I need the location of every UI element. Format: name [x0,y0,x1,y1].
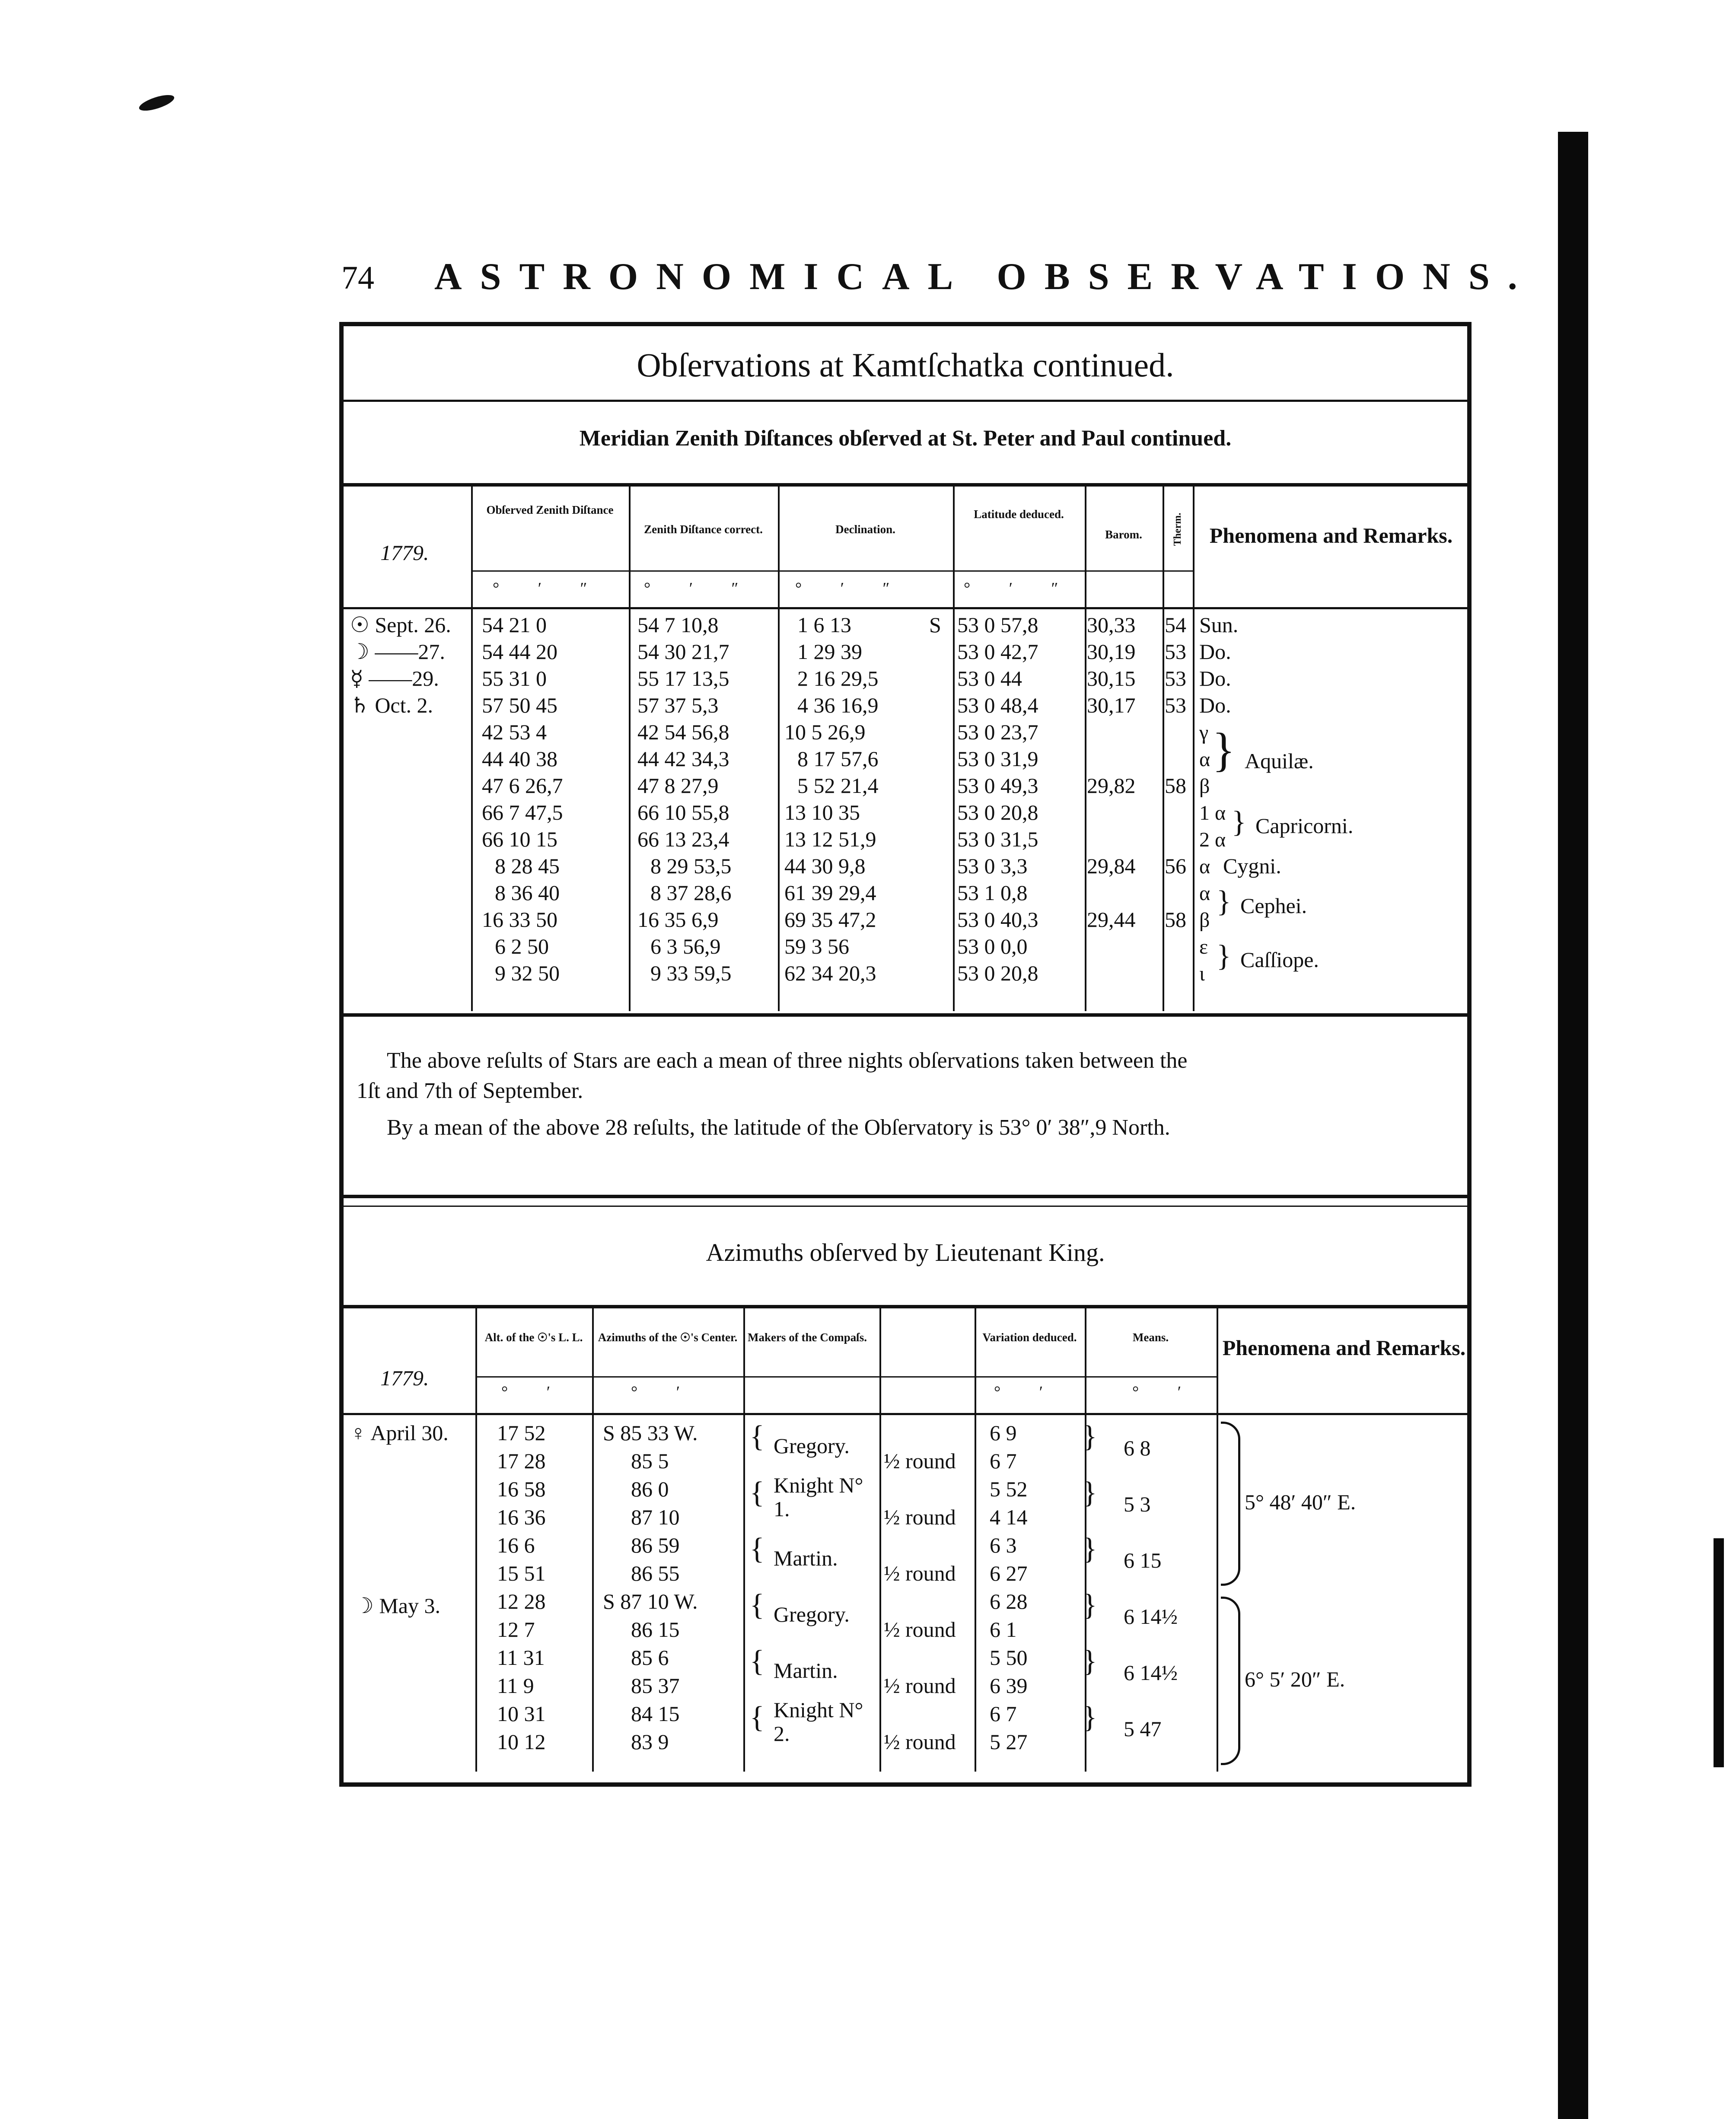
cell-correct: 9 33 59,5 [650,961,732,985]
cell-observed: 8 28 45 [495,854,560,878]
cell-correct: 8 29 53,5 [650,854,732,878]
star-name: Capricorni. [1255,814,1354,838]
brace: { [750,1476,764,1509]
rule [344,607,1467,609]
cell-latitude: 53 0 40,3 [957,907,1038,932]
header-variation: Variation deduced. [982,1331,1077,1344]
unit-correct: ° ′ ″ [644,579,756,598]
mean-value: 5 47 [1124,1717,1162,1741]
header-correct: Zenith Diſtance correct. [644,523,763,536]
round-value: ½ round [884,1617,956,1642]
cell-correct: 66 13 23,4 [637,827,729,851]
round-value: ½ round [884,1730,956,1754]
maker-name: Knight N° 2. [774,1698,863,1746]
cell-azimuth: 86 0 [631,1477,669,1501]
header-therm: Therm. [1172,512,1183,546]
table-row-date: ☽ May 3. [354,1594,440,1618]
cell-barom: 30,33 [1087,613,1136,637]
cell-declination: 4 36 16,9 [797,693,879,717]
cell-declination: 62 34 20,3 [784,961,876,985]
cell-correct: 44 42 34,3 [637,747,729,771]
result-value: 6° 5′ 20″ E. [1245,1667,1345,1691]
cell-alt: 16 6 [497,1533,535,1557]
cell-therm: 53 [1165,640,1186,664]
star-letter: ε [1199,935,1208,958]
cell-alt: 12 7 [497,1617,535,1642]
cell-latitude: 53 0 57,8 [957,613,1038,637]
cell-therm: 56 [1165,854,1186,878]
cell-latitude: 53 1 0,8 [957,881,1028,905]
brace: { [750,1420,764,1453]
cell-correct: 8 37 28,6 [650,881,732,905]
cell-azimuth: 87 10 [631,1505,680,1529]
maker-name: Gregory. [774,1602,850,1626]
star-letter: α [1199,748,1210,771]
note-line-1: The above reſults of Stars are each a mean of three nights obſervations taken between the [387,1048,1188,1073]
rule [475,1376,1217,1378]
cell-variation: 6 27 [990,1561,1028,1585]
cell-variation: 5 27 [990,1730,1028,1754]
page-header [337,255,1535,307]
cell-observed: 6 2 50 [495,934,549,958]
cell-variation: 6 3 [990,1533,1017,1557]
cell-latitude: 53 0 0,0 [957,934,1028,958]
cell-alt: 15 51 [497,1561,546,1585]
rule [344,1013,1467,1017]
brace: } [1083,1476,1097,1509]
cell-declination: 10 5 26,9 [784,720,866,744]
column-divider [1085,486,1086,1011]
cell-barom: 29,44 [1087,907,1136,932]
brace: } [1083,1532,1097,1565]
round-value: ½ round [884,1561,956,1585]
cell-azimuth: S 85 33 W. [603,1421,698,1445]
cell-declination: 8 17 57,6 [797,747,879,771]
column-divider [778,486,780,1011]
table1-title: Obſervations at Kamtſchatka continued. [637,346,1174,384]
star-letter: γ [1199,721,1209,744]
header-alt: Alt. of the ☉'s L. L. [484,1331,583,1344]
cell-variation: 6 7 [990,1702,1017,1726]
column-divider [1217,1307,1218,1772]
cell-declination: 59 3 56 [784,934,849,958]
cell-direction: S [929,613,941,637]
cell-observed: 9 32 50 [495,961,560,985]
header-remarks-2: Phenomena and Remarks. [1222,1336,1466,1360]
cell-declination: 2 16 29,5 [797,666,879,690]
header-means: Means. [1132,1331,1169,1344]
brace: } [1083,1701,1097,1734]
result-bracket [1221,1597,1240,1765]
cell-latitude: 53 0 23,7 [957,720,1038,744]
binding-shadow [1558,132,1588,2119]
result-bracket [1221,1422,1240,1586]
brace: } [1217,885,1231,918]
header-barom: Barom. [1105,528,1142,541]
cell-declination: 1 29 39 [797,640,862,664]
unit-variation: ° ′ [994,1383,1061,1401]
cell-latitude: 53 0 31,9 [957,747,1038,771]
cell-therm: 58 [1165,907,1186,932]
unit-declination: ° ′ ″ [795,579,907,598]
cell-correct: 6 3 56,9 [650,934,721,958]
cell-remark: Do. [1199,640,1231,664]
cell-correct: 54 30 21,7 [637,640,729,664]
cell-declination: 69 35 47,2 [784,907,876,932]
cell-observed: 8 36 40 [495,881,560,905]
rule [344,1413,1467,1415]
cell-observed: 44 40 38 [482,747,557,771]
cell-alt: 11 31 [497,1645,545,1670]
cell-variation: 6 39 [990,1674,1028,1698]
cell-latitude: 53 0 48,4 [957,693,1038,717]
table2-year: 1779. [380,1366,429,1390]
cell-alt: 17 28 [497,1449,546,1473]
unit-alt: ° ′ [501,1383,568,1401]
cell-latitude: 53 0 44 [957,666,1022,690]
table-row-date: ☉ Sept. 26. [350,613,451,637]
round-value: ½ round [884,1674,956,1698]
cell-remark: Sun. [1199,613,1239,637]
cell-variation: 6 7 [990,1449,1017,1473]
maker-name: Martin. [774,1658,838,1683]
cell-observed: 57 50 45 [482,693,557,717]
cell-variation: 6 1 [990,1617,1017,1642]
cell-declination: 5 52 21,4 [797,773,879,798]
cell-remark: Do. [1199,693,1231,717]
star-letter: α [1199,855,1210,878]
rule [344,400,1467,402]
unit-latitude: ° ′ ″ [964,579,1076,598]
note-line-2: 1ſt and 7th of September. [357,1079,583,1103]
cell-latitude: 53 0 49,3 [957,773,1038,798]
cell-alt: 16 58 [497,1477,546,1501]
cell-azimuth: 84 15 [631,1702,680,1726]
header-declination: Declination. [835,523,895,536]
cell-correct: 55 17 13,5 [637,666,729,690]
table-row-date: ♀ April 30. [350,1421,449,1445]
header-makers: Makers of the Compaſs. [748,1331,867,1344]
table-row-date: ☽ ——27. [350,640,445,664]
cell-barom: 29,84 [1087,854,1136,878]
round-value: ½ round [884,1449,956,1473]
cell-azimuth: 86 15 [631,1617,680,1642]
cell-observed: 16 33 50 [482,907,557,932]
cell-declination: 61 39 29,4 [784,881,876,905]
brace: } [1217,939,1231,973]
cell-correct: 42 54 56,8 [637,720,729,744]
brace: { [750,1645,764,1678]
column-divider [1193,486,1194,1011]
cell-alt: 10 31 [497,1702,546,1726]
brace: } [1232,805,1246,839]
cell-therm: 54 [1165,613,1186,637]
cell-azimuth: 85 5 [631,1449,669,1473]
cell-therm: 53 [1165,693,1186,717]
star-letter: α [1199,882,1210,905]
mean-value: 6 14½ [1124,1661,1178,1685]
table-row-date: ☿ ——29. [350,666,439,690]
cell-azimuth: 85 37 [631,1674,680,1698]
star-letter: ι [1199,962,1205,985]
brace: } [1083,1645,1097,1678]
cell-variation: 4 14 [990,1505,1028,1529]
table2-title: Azimuths obſerved by Lieutenant King. [706,1238,1105,1266]
rule [344,1305,1467,1308]
cell-azimuth: S 87 10 W. [603,1589,698,1613]
cell-azimuth: 85 6 [631,1645,669,1670]
cell-alt: 16 36 [497,1505,546,1529]
cell-correct: 47 8 27,9 [637,773,719,798]
cell-variation: 5 52 [990,1477,1028,1501]
round-value: ½ round [884,1505,956,1529]
brace: { [750,1701,764,1734]
cell-correct: 16 35 6,9 [637,907,719,932]
cell-variation: 5 50 [990,1645,1028,1670]
cell-alt: 11 9 [497,1674,534,1698]
column-divider [1163,486,1164,1011]
cell-latitude: 53 0 20,8 [957,800,1038,824]
header-remarks: Phenomena and Remarks. [1209,523,1453,547]
cell-observed: 54 21 0 [482,613,547,637]
ink-smudge [137,92,176,114]
unit-observed: ° ′ ″ [493,579,605,598]
cell-barom: 30,19 [1087,640,1136,664]
column-divider [629,486,631,1011]
rule [344,1195,1467,1198]
cell-therm: 53 [1165,666,1186,690]
column-divider [471,486,473,1011]
column-divider [953,486,955,1011]
cell-observed: 66 10 15 [482,827,557,851]
brace: } [1212,723,1235,776]
cell-barom: 29,82 [1087,773,1136,798]
star-letter: 1 α [1199,802,1226,824]
star-name: Cygni. [1223,854,1281,878]
cell-declination: 1 6 13 [797,613,851,637]
brace: { [750,1532,764,1565]
cell-azimuth: 86 55 [631,1561,680,1585]
cell-correct: 66 10 55,8 [637,800,729,824]
star-name: Aquilæ. [1245,749,1314,773]
unit-means: ° ′ [1132,1383,1199,1401]
cell-latitude: 53 0 42,7 [957,640,1038,664]
unit-azimuth: ° ′ [631,1383,698,1401]
maker-name: Knight N° 1. [774,1473,863,1521]
cell-azimuth: 83 9 [631,1730,669,1754]
table-row-date: ♄ Oct. 2. [350,693,433,717]
cell-remark: Do. [1199,666,1231,690]
result-value: 5° 48′ 40″ E. [1245,1490,1356,1514]
cell-declination: 13 10 35 [784,800,860,824]
star-name: Cephei. [1240,894,1307,918]
running-title: ASTRONOMICAL OBSERVATIONS. [434,256,1535,298]
cell-barom: 30,15 [1087,666,1136,690]
cell-alt: 12 28 [497,1589,546,1613]
table1-year: 1779. [380,541,429,565]
cell-correct: 57 37 5,3 [637,693,719,717]
table1-subtitle: Meridian Zenith Diſtances obſerved at St. Peter and Paul continued. [579,426,1232,451]
brace: } [1083,1420,1097,1453]
cell-therm: 58 [1165,773,1186,798]
cell-variation: 6 9 [990,1421,1017,1445]
star-letter: 2 α [1199,828,1226,851]
cell-azimuth: 86 59 [631,1533,680,1557]
cell-correct: 54 7 10,8 [637,613,719,637]
header-observed: Obſerved Zenith Diſtance [486,503,614,516]
rule [344,483,1467,487]
rule [471,570,1193,572]
cell-observed: 66 7 47,5 [482,800,563,824]
edge-mark [1714,1538,1724,1767]
cell-latitude: 53 0 31,5 [957,827,1038,851]
cell-latitude: 53 0 20,8 [957,961,1038,985]
cell-variation: 6 28 [990,1589,1028,1613]
cell-observed: 47 6 26,7 [482,773,563,798]
cell-latitude: 53 0 3,3 [957,854,1028,878]
brace: { [750,1588,764,1622]
maker-name: Martin. [774,1546,838,1570]
mean-value: 6 14½ [1124,1604,1178,1629]
cell-alt: 17 52 [497,1421,546,1445]
rule [344,1206,1467,1207]
cell-observed: 54 44 20 [482,640,557,664]
cell-observed: 55 31 0 [482,666,547,690]
mean-value: 5 3 [1124,1492,1151,1516]
cell-declination: 44 30 9,8 [784,854,866,878]
header-azimuth: Azimuths of the ☉'s Center. [598,1331,738,1344]
star-letter: β [1199,775,1210,798]
note-line-3: By a mean of the above 28 reſults, the latitude of the Obſervatory is 53° 0′ 38″,9 North. [387,1115,1170,1140]
star-name: Caſſiope. [1240,948,1319,972]
cell-observed: 42 53 4 [482,720,547,744]
cell-declination: 13 12 51,9 [784,827,876,851]
header-latitude: Latitude deduced. [974,508,1064,521]
page-number: 74 [341,260,374,296]
maker-name: Gregory. [774,1434,850,1458]
mean-value: 6 15 [1124,1548,1162,1572]
mean-value: 6 8 [1124,1436,1151,1460]
star-letter: β [1199,909,1210,932]
brace: } [1083,1588,1097,1622]
cell-alt: 10 12 [497,1730,546,1754]
cell-barom: 30,17 [1087,693,1136,717]
